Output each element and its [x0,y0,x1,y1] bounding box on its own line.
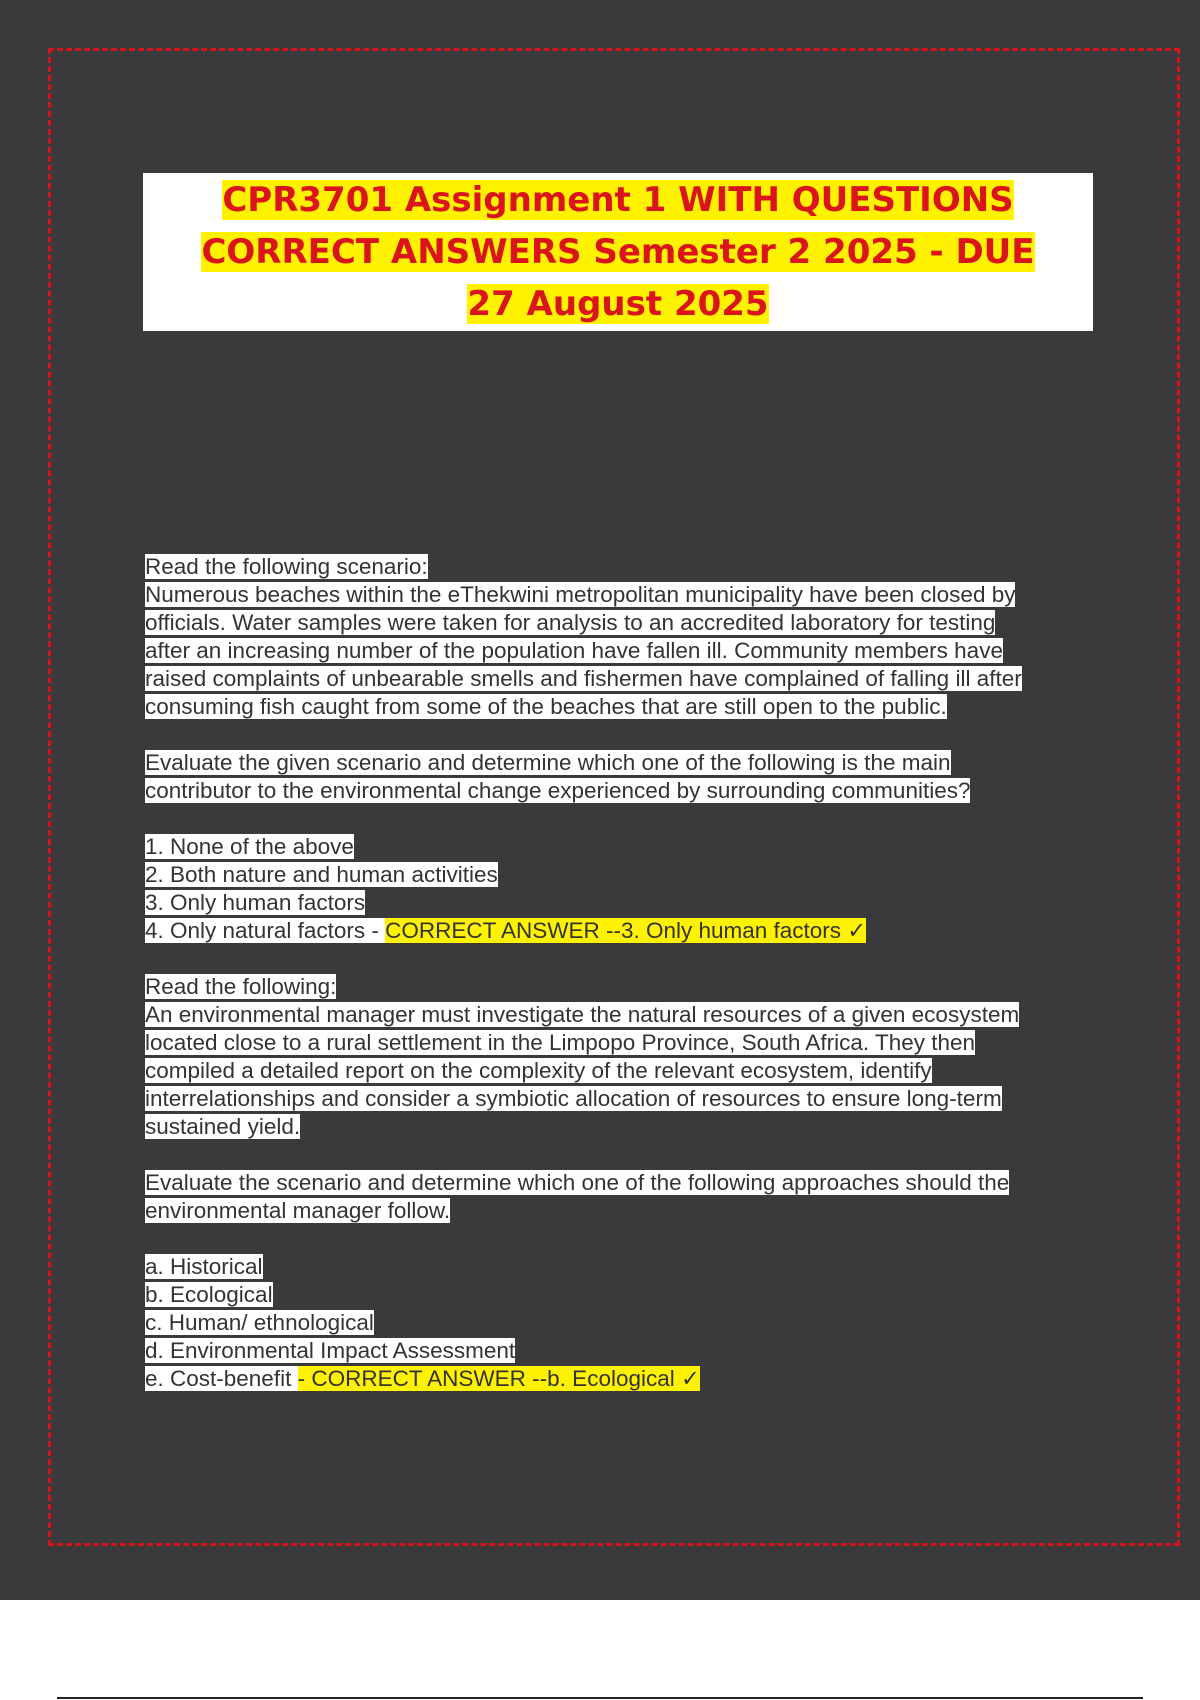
q2-scenario-line: compiled a detailed report on the complexity of the relevant ecosystem, identify [145,1058,932,1083]
q2-option: c. Human/ ethnological [145,1310,374,1335]
document-body [145,553,1095,1421]
page-bottom-rule [57,1697,1143,1699]
document-title [148,174,1088,330]
q1-scenario-line: Read the following scenario: [145,554,428,579]
q2-prompt-line: Evaluate the scenario and determine which one of the following approaches should the [145,1170,1010,1195]
q1-scenario-line: officials. Water samples were taken for analysis to an accredited laboratory for testing [145,610,996,635]
title-line-2: CORRECT ANSWERS Semester 2 2025 - DUE [201,232,1035,272]
q2-options [145,1253,1095,1393]
q2-scenario-line: located close to a rural settlement in the Limpopo Province, South Africa. They then [145,1030,976,1055]
q1-correct-answer: CORRECT ANSWER --3. Only human factors ✓ [385,918,867,943]
q2-scenario-line: interrelationships and consider a symbiotic allocation of resources to ensure long-term [145,1086,1002,1111]
q1-scenario-line: after an increasing number of the population have fallen ill. Community members have [145,638,1003,663]
q2-scenario [145,973,1095,1141]
q1-prompt-line: contributor to the environmental change experienced by surrounding communities? [145,778,971,803]
q2-prompt-line: environmental manager follow. [145,1198,451,1223]
q2-scenario-line: sustained yield. [145,1114,301,1139]
q1-scenario [145,553,1095,721]
q1-option: 1. None of the above [145,834,354,859]
title-line-1: CPR3701 Assignment 1 WITH QUESTIONS [222,180,1014,220]
q2-correct-answer: - CORRECT ANSWER --b. Ecological ✓ [297,1366,700,1391]
q1-prompt-line: Evaluate the given scenario and determine which one of the following is the main [145,750,951,775]
q2-prompt [145,1169,1095,1225]
q2-option: e. Cost-benefit [145,1366,298,1391]
q1-scenario-line: raised complaints of unbearable smells and fishermen have complained of falling ill after [145,666,1022,691]
q1-scenario-line: consuming fish caught from some of the beaches that are still open to the public. [145,694,947,719]
q1-prompt [145,749,1095,805]
q2-option: b. Ecological [145,1282,273,1307]
q1-option: 3. Only human factors [145,890,366,915]
title-line-3: 27 August 2025 [467,284,769,324]
q2-option: a. Historical [145,1254,263,1279]
title-banner [143,173,1093,331]
q1-option: 4. Only natural factors - [145,918,386,943]
q1-option: 2. Both nature and human activities [145,862,498,887]
q1-scenario-line: Numerous beaches within the eThekwini metropolitan municipality have been closed by [145,582,1016,607]
q2-scenario-line: Read the following: [145,974,337,999]
q1-options [145,833,1095,945]
q2-scenario-line: An environmental manager must investigate the natural resources of a given ecosystem [145,1002,1020,1027]
q2-option: d. Environmental Impact Assessment [145,1338,516,1363]
